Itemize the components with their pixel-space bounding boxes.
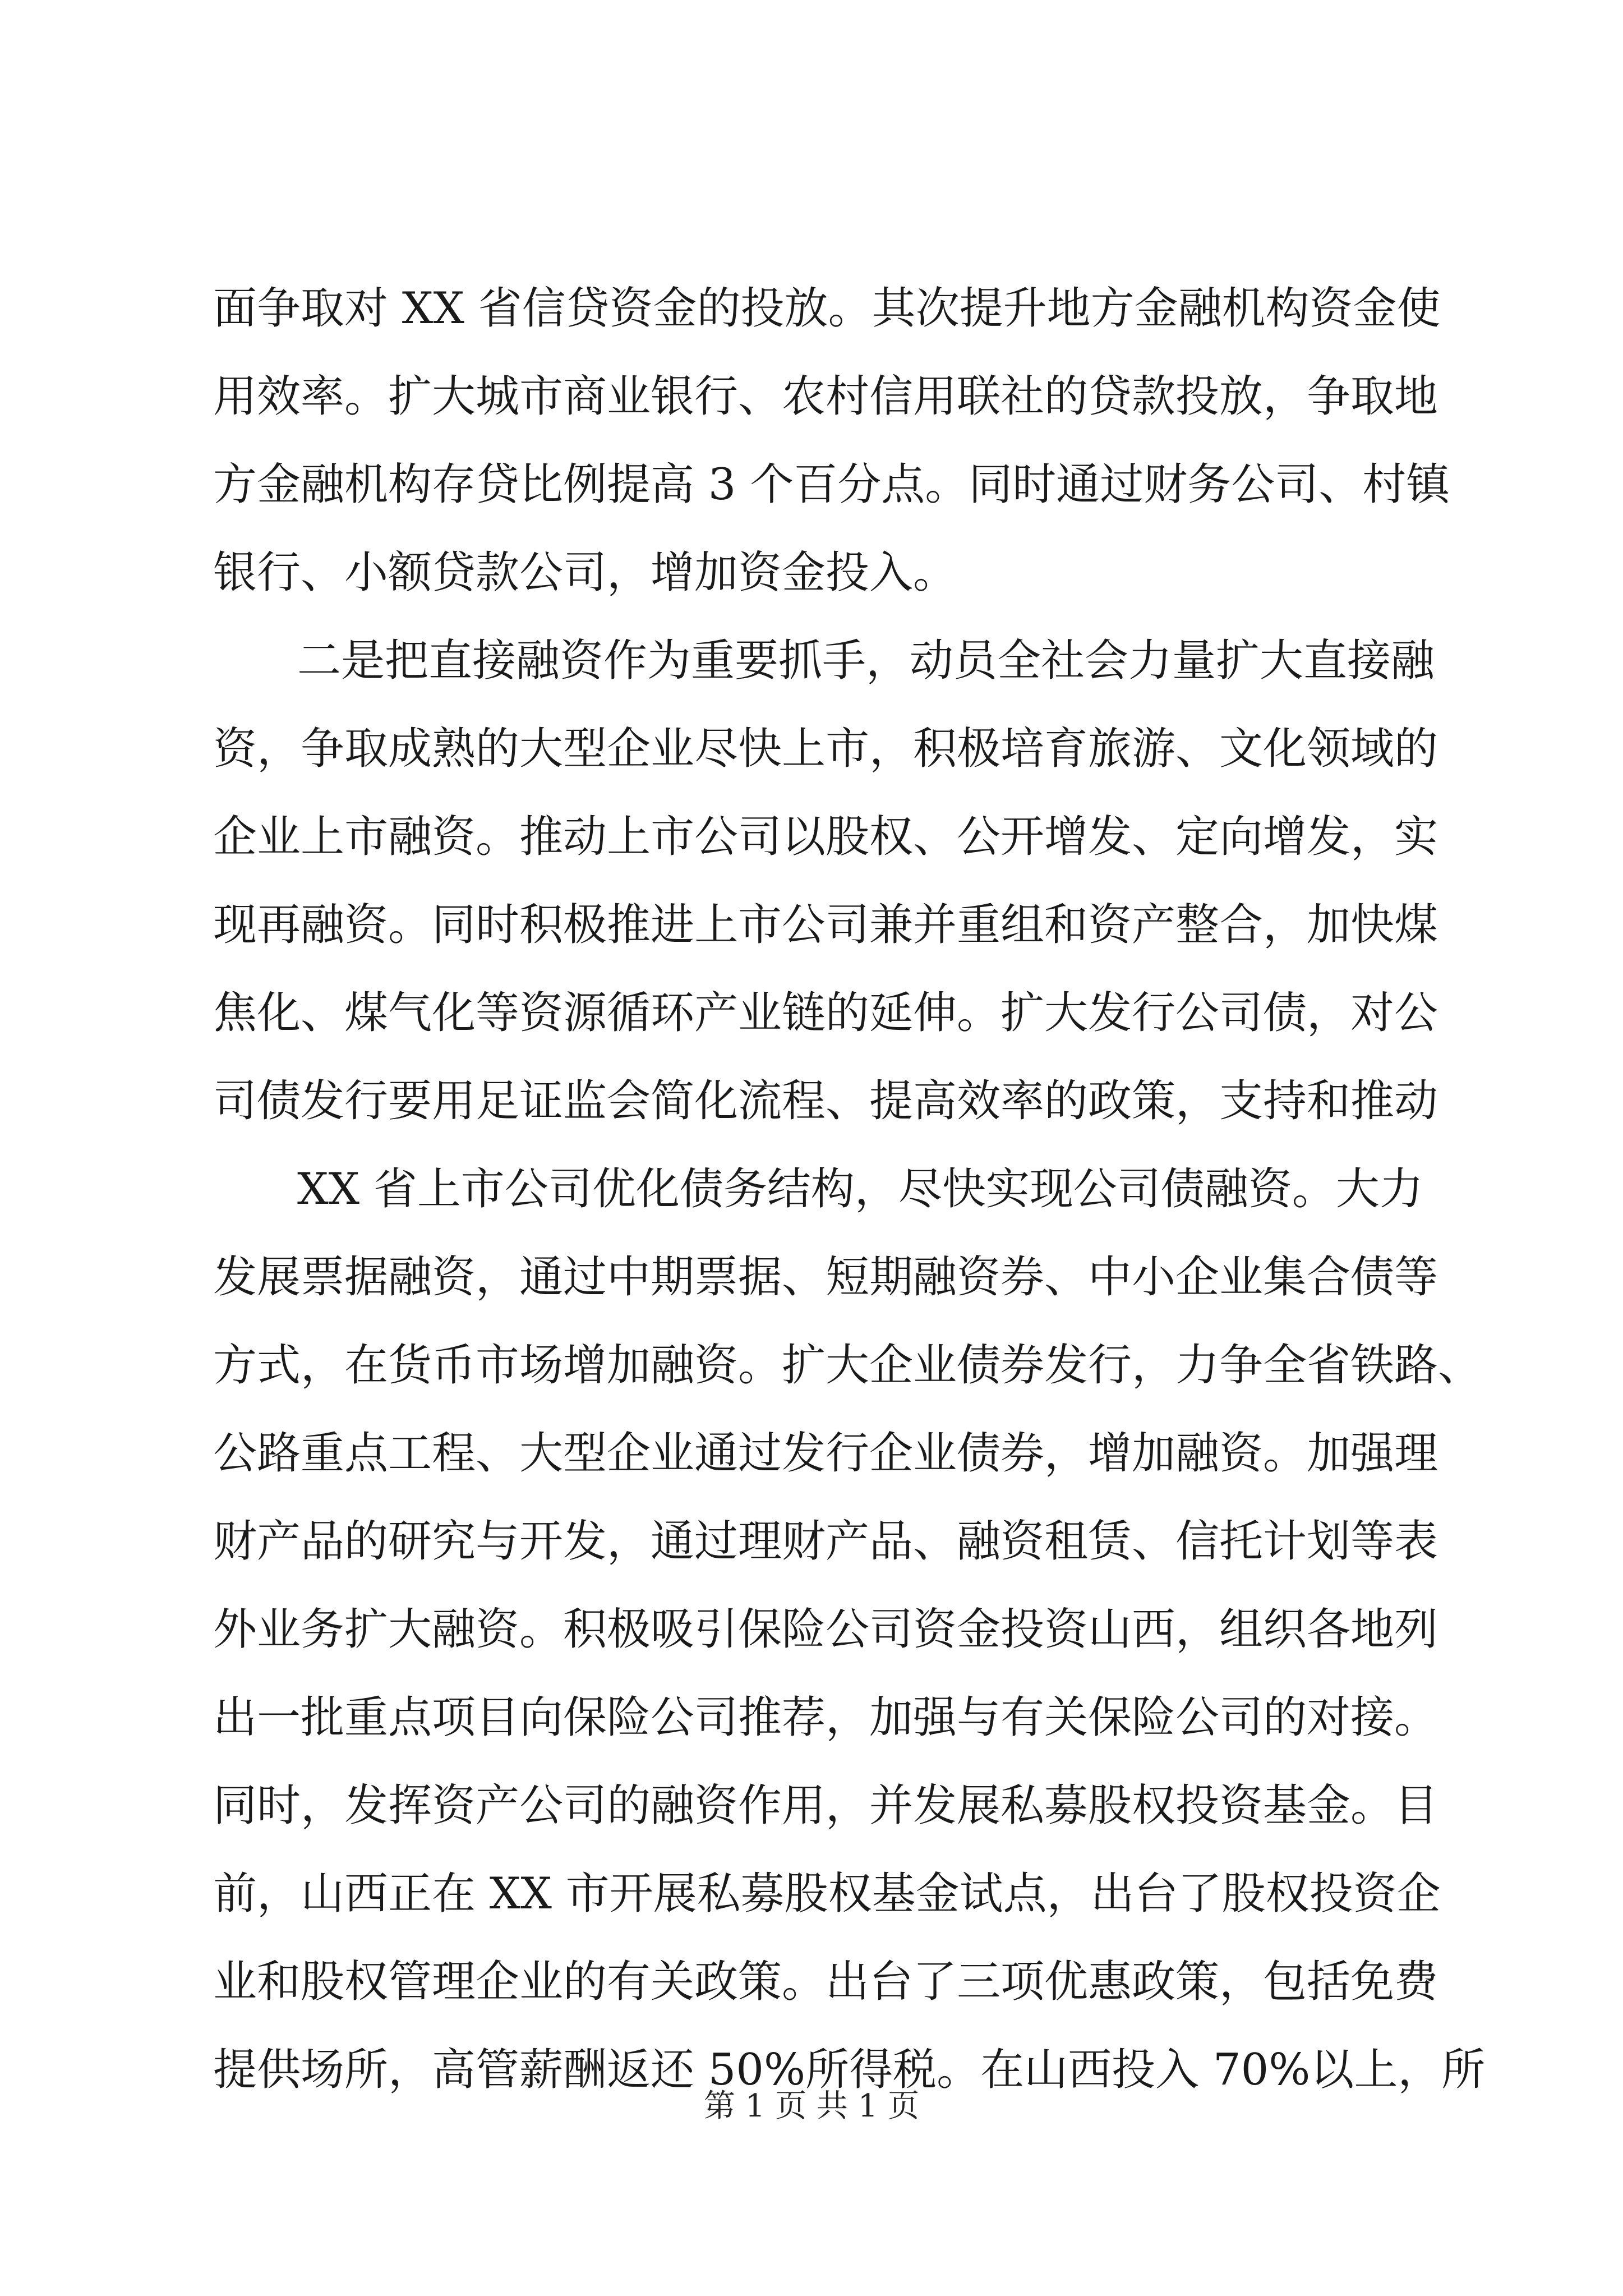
text-line: 财产品的研究与开发，通过理财产品、融资租赁、信托计划等表	[213, 1516, 1438, 1567]
text-line: 银行、小额贷款公司，增加资金投入。	[213, 547, 957, 598]
text-line: 用效率。扩大城市商业银行、农村信用联社的贷款投放，争取地	[213, 371, 1438, 422]
text-line: 公路重点工程、大型企业通过发行企业债券，增加融资。加强理	[213, 1428, 1438, 1479]
text-line: 外业务扩大融资。积极吸引保险公司资金投资山西，组织各地列	[213, 1604, 1438, 1655]
text-line: 同时，发挥资产公司的融资作用，并发展私募股权投资基金。目	[213, 1780, 1438, 1831]
text-line: 焦化、煤气化等资源循环产业链的延伸。扩大发行公司债，对公	[213, 988, 1438, 1038]
paragraph-first-line: XX 省上市公司优化债务结构，尽快实现公司债融资。大力	[297, 1164, 1423, 1214]
text-line: 提供场所，高管薪酬返还 50%所得税。在山西投入 70%以上，所	[213, 2045, 1486, 2095]
text-line: 司债发行要用足证监会简化流程、提高效率的政策，支持和推动	[213, 1076, 1438, 1126]
text-line: 企业上市融资。推动上市公司以股权、公开增发、定向增发，实	[213, 812, 1438, 862]
text-line: 方金融机构存贷比例提高 3 个百分点。同时通过财务公司、村镇	[213, 459, 1450, 510]
document-body	[213, 0, 1486, 2095]
text-line: 方式，在货币市场增加融资。扩大企业债券发行，力争全省铁路、	[213, 1340, 1482, 1391]
text-line: 资，争取成熟的大型企业尽快上市，积极培育旅游、文化领域的	[213, 724, 1438, 774]
page-footer: 第 1 页 共 1 页	[703, 2088, 920, 2124]
paragraph-first-line: 二是把直接融资作为重要抓手，动员全社会力量扩大直接融	[297, 636, 1435, 686]
text-line: 面争取对 XX 省信贷资金的投放。其次提升地方金融机构资金使	[213, 283, 1441, 334]
text-line: 发展票据融资，通过中期票据、短期融资券、中小企业集合债等	[213, 1252, 1438, 1303]
text-line: 出一批重点项目向保险公司推荐，加强与有关保险公司的对接。	[213, 1692, 1438, 1743]
text-line: 前，山西正在 XX 市开展私募股权基金试点，出台了股权投资企	[213, 1869, 1441, 1919]
text-line: 业和股权管理企业的有关政策。出台了三项优惠政策，包括免费	[213, 1957, 1438, 2007]
text-line: 现再融资。同时积极推进上市公司兼并重组和资产整合，加快煤	[213, 900, 1438, 950]
